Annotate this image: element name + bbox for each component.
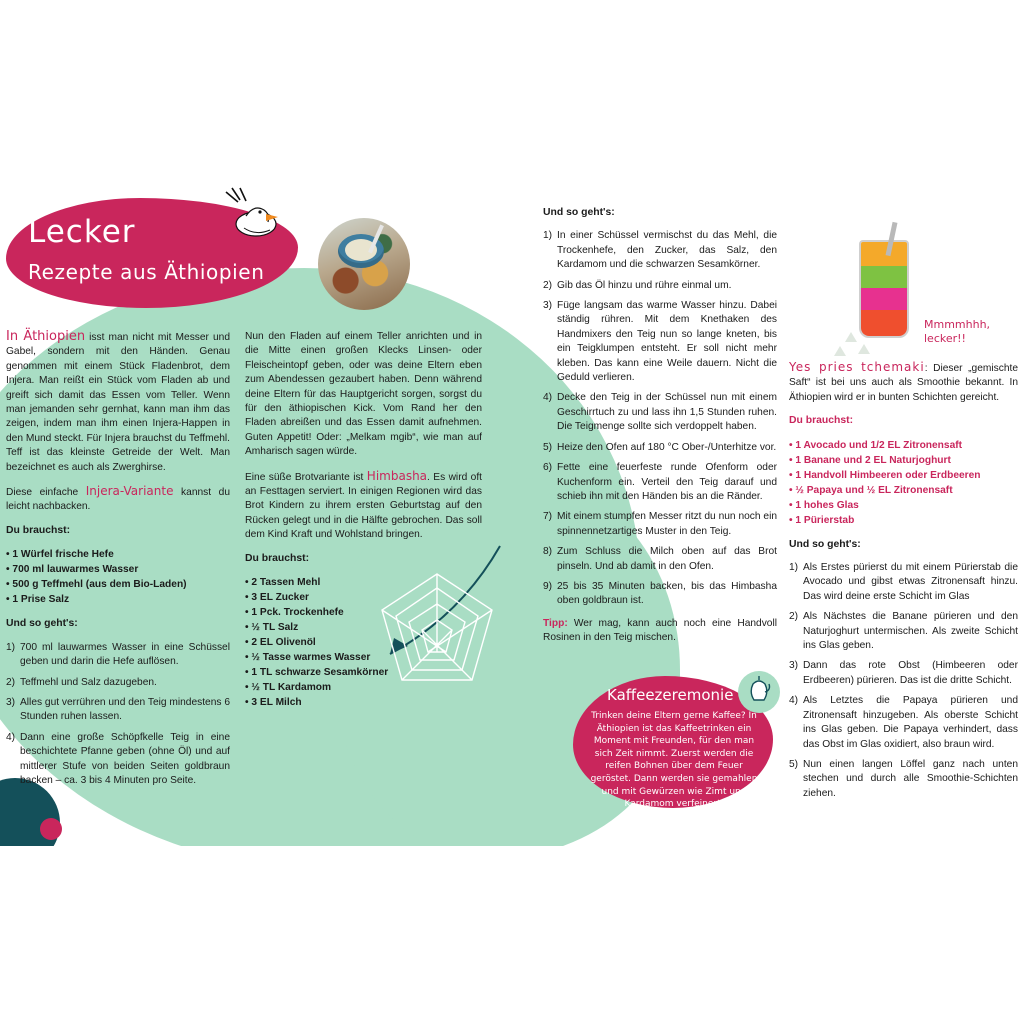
list-item: Alles gut verrühren und den Teig mindestens 6 Stunden ruhen lassen. xyxy=(20,696,230,723)
list-item: Teffmehl und Salz dazugeben. xyxy=(20,676,157,688)
coffee-pot-icon xyxy=(737,670,781,714)
intro-paragraph xyxy=(6,330,230,475)
variant-highlight: Injera-Variante xyxy=(85,484,174,499)
list-item: • 3 EL Zucker xyxy=(245,590,482,605)
glass-layer-bottom xyxy=(861,310,907,336)
ingredients-list-1 xyxy=(6,547,230,607)
glass-layer-3 xyxy=(861,266,907,288)
list-item: • ½ Papaya und ½ EL Zitronensaft xyxy=(789,483,1018,498)
smoothie-recipe-name: Yes pries tchemaki xyxy=(789,360,925,374)
col2-paragraph-1: Nun den Fladen auf einem Teller anrichten und in die Mitte einen großen Klecks Linsen- oder Fleischeintopf geben, oder was deine Eltern eben zum Abendessen gezaubert haben. Denn während deine Eltern für das Hauptgericht sorgen, sorgst du für den äthiopischen Kick. Vom Rand her den Fladen abreißen und das Essen damit aufnehmen. Guten Appetit! Oder: „Melkam mgib“, wie man auf Amharisch sagen würde. xyxy=(245,331,482,458)
list-item: Heize den Ofen auf 180 °C Ober-/Unterhitze vor. xyxy=(557,441,777,453)
list-item: • ½ TL Salz xyxy=(245,620,482,635)
list-item: • 1 Avocado und 1/2 EL Zitronensaft xyxy=(789,438,1018,453)
variant-paragraph xyxy=(6,484,230,515)
list-item: • 2 EL Olivenöl xyxy=(245,635,482,650)
column-one xyxy=(6,330,230,794)
mmm-annotation xyxy=(924,318,990,346)
triangle-decoration xyxy=(834,346,846,356)
intro-text: isst man nicht mit Messer und Gabel, sondern mit den Händen. Genau genommen mit einem Stück Fladenbrot, dem Injera. Man reißt ein Stück vom Fladen ab und greift sich damit das Essen vom Teller. Wenn man jemanden sehr gernhat, kann man ihm das zeigen, indem man ihm einen Injera-Happen in den Mund steckt. Für Injera brauchst du Teffmehl. Teff ist das kleinste Getreide der Welt. Man bezeichnet es auch als Zwerghirse. xyxy=(6,332,230,473)
list-item: • 1 Pürierstab xyxy=(789,513,1018,528)
column-three xyxy=(543,206,777,655)
mmm-line2: lecker!! xyxy=(924,332,966,345)
variant-post: kannst du leicht nachbacken. xyxy=(6,487,230,513)
list-item: Fette eine feuerfeste runde Ofenform oder Kuchenform ein. Verteil den Teig darauf und schieb ihn mit den Händen bis an die Ränder. xyxy=(557,462,777,502)
steps-title-1: Und so geht's: xyxy=(6,618,78,630)
list-item: Zum Schluss die Milch oben auf das Brot pinseln. Und ab damit in den Ofen. xyxy=(557,546,777,572)
list-item: • 2 Tassen Mehl xyxy=(245,575,482,590)
list-item: Als Nächstes die Banane pürieren und den Naturjoghurt untermischen. Als zweite Schicht ins Glas geben. xyxy=(803,611,1018,652)
list-item: Als Erstes pürierst du mit einem Pürierstab die Avocado und gibst etwas Zitronensaft hinzu. Das wird deine erste Schicht im Glas xyxy=(803,562,1018,602)
steps-title-4: Und so geht's: xyxy=(789,538,861,550)
list-item: • 1 Würfel frische Hefe xyxy=(6,547,230,562)
tip-text: Wer mag, kann auch noch eine Handvoll Rosinen in den Teig mischen. xyxy=(543,617,777,644)
list-item: Als Letztes die Papaya pürieren und Zitronensaft hinzugeben. Als oberste Schicht ins Glas geben. Die Papaya verhindert, dass das Obst im Glas oxidiert, also braun wird. xyxy=(803,695,1018,750)
steps-title-3: Und so geht's: xyxy=(543,207,615,218)
list-item: 25 bis 35 Minuten backen, bis das Himbasha oben goldbraun ist. xyxy=(557,580,777,607)
ingredients-title-1: Du brauchst: xyxy=(6,524,71,536)
mmm-line1: Mmmmhhh, xyxy=(924,318,991,331)
list-item: • 1 Prise Salz xyxy=(6,592,230,607)
list-item: Dann das rote Obst (Himbeeren oder Erdbeeren) pürieren. Das ist die dritte Schicht. xyxy=(803,660,1018,686)
column-four xyxy=(789,360,1018,807)
coffee-text: Trinken deine Eltern gerne Kaffee? In Äthiopien ist das Kaffeetrinken ein Moment mit Freunden, für den man sich Zeit nimmt. Zuerst werden die reifen Bohnen über dem Feuer geröstet. Dann werden sie gemahlen und mit Gewürzen wie Zimt und Kardamom verfeinert. xyxy=(590,711,758,810)
ingredients-title-4: Du brauchst: xyxy=(789,415,854,427)
list-item: Füge langsam das warme Wasser hinzu. Dabei ständig rühren. Mit dem Knethaken des Handmixers den Teig nun so lange kneten, bis ein Teigklumpen entsteht. Er soll nicht mehr kleben. Das kann eine Weile dauern. Nicht die Geduld verlieren. xyxy=(557,300,777,384)
pink-dot-shape xyxy=(40,818,62,840)
list-item: Nun einen langen Löffel ganz nach unten stechen und durch alle Smoothie-Schichten ziehen. xyxy=(803,758,1018,799)
list-item: • ½ Tasse warmes Wasser xyxy=(245,650,482,665)
list-item: • 1 hohes Glas xyxy=(789,498,1018,513)
page-subtitle: Rezepte aus Äthiopien xyxy=(28,260,265,284)
list-item: • ½ TL Kardamom xyxy=(245,680,482,695)
smoothie-intro xyxy=(789,360,1018,405)
triangle-decoration xyxy=(858,344,870,354)
list-item: Gib das Öl hinzu und rühre einmal um. xyxy=(557,279,732,291)
glass-layer-top xyxy=(861,242,907,266)
ingredients-title-2: Du brauchst: xyxy=(245,552,310,564)
triangle-decoration xyxy=(845,332,857,342)
glass-layer-2 xyxy=(861,288,907,310)
list-item: Mit einem stumpfen Messer ritzt du nun noch ein spinnennetzartiges Muster in den Teig. xyxy=(557,511,777,537)
coffee-title: Kaffeezeremonie xyxy=(607,686,734,704)
ingredients-list-4 xyxy=(789,438,1018,528)
page-sheet xyxy=(0,178,1024,846)
list-item: • 1 Banane und 2 EL Naturjoghurt xyxy=(789,453,1018,468)
steps-list-4 xyxy=(789,561,1018,801)
himbasha-highlight: Himbasha xyxy=(366,468,428,483)
injera-food-photo xyxy=(318,218,410,310)
steps-list-3 xyxy=(543,229,777,608)
tip-paragraph xyxy=(543,617,777,646)
intro-highlight: In Äthiopien xyxy=(6,329,86,344)
smoothie-glass-icon xyxy=(855,226,911,336)
list-item: • 700 ml lauwarmes Wasser xyxy=(6,562,230,577)
list-item: • 1 Handvoll Himbeeren oder Erdbeeren xyxy=(789,468,1018,483)
list-item: • 500 g Teffmehl (aus dem Bio-Laden) xyxy=(6,577,230,592)
tip-label: Tipp: xyxy=(543,617,568,629)
smoothie-intro-text: : Dieser „gemischte Saft“ ist bei uns auch als Smoothie bekannt. In Äthiopien wird er in bunten Schichten gereicht. xyxy=(789,363,1018,403)
variant-pre: Diese einfache xyxy=(6,487,86,499)
list-item: • 1 Pck. Trockenhefe xyxy=(245,605,482,620)
list-item: • 3 EL Milch xyxy=(245,695,482,710)
list-item: 700 ml lauwarmes Wasser in eine Schüssel geben und darin die Hefe auflösen. xyxy=(20,641,230,668)
list-item: • 1 TL schwarze Sesamkörner xyxy=(245,665,482,680)
steps-list-1 xyxy=(6,641,230,789)
list-item: In einer Schüssel vermischst du das Mehl, die Trockenhefe, den Zucker, das Salz, den Kardamom und die schwarzen Sesamkörner. xyxy=(557,230,777,271)
glass-body xyxy=(859,240,909,338)
bird-icon xyxy=(216,186,292,252)
list-item: Decke den Teig in der Schüssel nun mit einem Geschirrtuch zu und lass ihn 1,5 Stunden ruhen. Die Teigmenge sollte sich verdoppelt haben. xyxy=(557,392,777,433)
spider-web-pattern xyxy=(372,570,502,698)
page-title: Lecker xyxy=(28,214,136,250)
himbasha-post: . Es wird oft an Festtagen serviert. In einigen Regionen wird das Brot Kindern zu ihrem ersten Geburtstag auf den Rücken gelegt und in die Hälfte gebrochen. Das soll dem Kind Kraft und Wohlstand bringen. xyxy=(245,471,482,541)
himbasha-pre: Eine süße Brotvariante ist xyxy=(245,471,367,483)
list-item: Dann eine große Schöpfkelle Teig in eine beschichtete Pfanne geben (ohne Öl) und auf mittlerer Stufe von beiden Seiten goldbraun backen – ca. 3 bis 4 Minuten pro Seite. xyxy=(20,731,230,786)
